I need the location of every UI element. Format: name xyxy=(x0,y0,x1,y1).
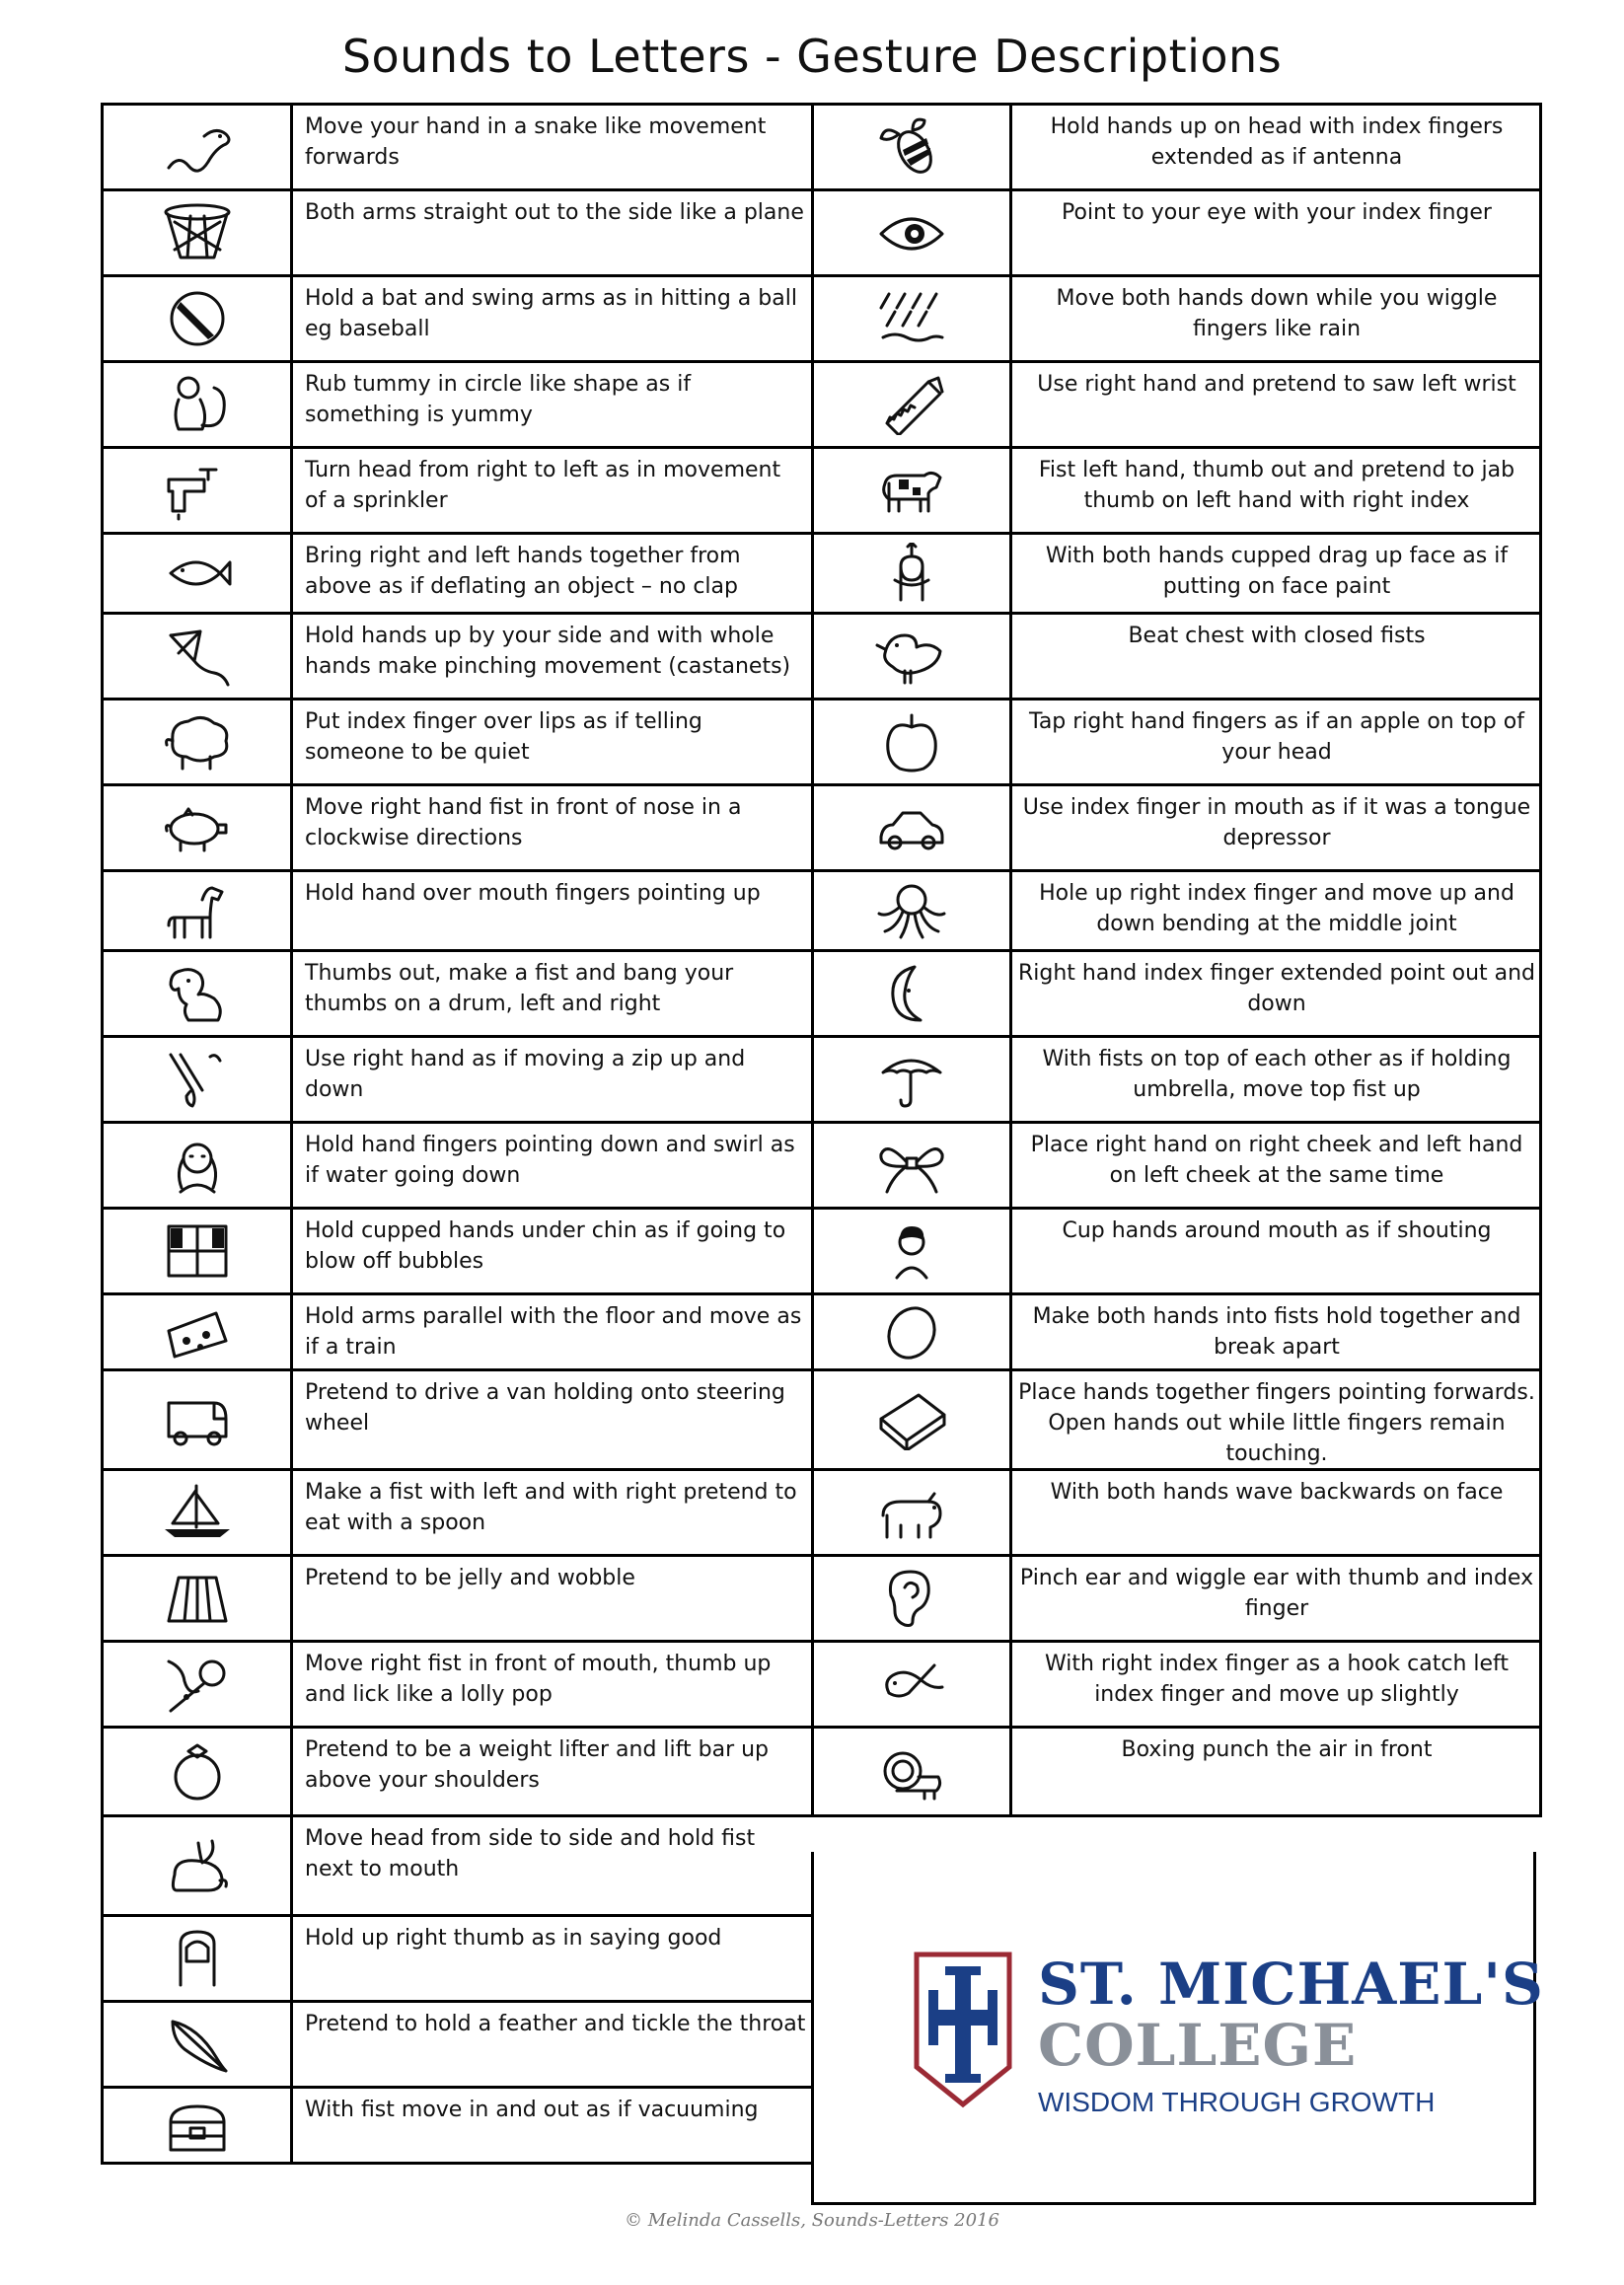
feather-icon xyxy=(161,2014,234,2075)
zip-icon xyxy=(161,1049,234,1110)
left-column-table xyxy=(101,103,814,2165)
icon-cell xyxy=(104,786,293,869)
basketball-hoop-icon xyxy=(161,202,234,263)
icon-cell xyxy=(104,1557,293,1640)
gesture-description: Hold up right thumb as in saying good xyxy=(305,1926,722,1951)
sailboat-icon xyxy=(161,1482,234,1543)
table-row xyxy=(104,106,814,191)
ball-icon xyxy=(161,288,234,349)
icon-cell xyxy=(814,1295,1012,1368)
table-row xyxy=(814,277,1539,363)
gesture-description: Pretend to be a weight lifter and lift bar up above your shoulders xyxy=(305,1737,770,1793)
icon-cell xyxy=(814,191,1012,274)
monkey-icon xyxy=(161,374,234,435)
bee-icon xyxy=(875,116,948,178)
table-row xyxy=(814,106,1539,191)
gesture-description: Hole up right index finger and move up and down bending at the middle joint xyxy=(1039,881,1514,936)
gesture-description: Boxing punch the air in front xyxy=(1121,1737,1433,1762)
table-row xyxy=(104,786,814,872)
gesture-description: Turn head from right to left as in movement of a sprinkler xyxy=(305,458,781,513)
table-row xyxy=(814,1295,1539,1371)
window-icon xyxy=(161,1220,234,1282)
eye-icon xyxy=(875,202,948,263)
icon-cell xyxy=(104,1643,293,1726)
table-row xyxy=(104,615,814,700)
table-row xyxy=(814,1729,1539,1817)
icon-cell xyxy=(814,615,1012,698)
gesture-description: Move right fist in front of mouth, thumb up and lick like a lolly pop xyxy=(305,1652,772,1707)
gesture-description: Pinch ear and wiggle ear with thumb and index finger xyxy=(1019,1566,1534,1621)
fish-icon xyxy=(161,543,234,604)
table-row xyxy=(104,2003,814,2089)
treasure-chest-icon xyxy=(161,2095,234,2156)
icon-cell xyxy=(814,1371,1012,1468)
table-row xyxy=(104,1371,814,1471)
table-row xyxy=(104,1471,814,1557)
jelly-icon xyxy=(161,1568,234,1629)
table-row xyxy=(814,615,1539,700)
icon-cell xyxy=(814,277,1012,360)
gesture-description: Thumbs out, make a fist and bang your thumbs on a drum, left and right xyxy=(305,961,734,1016)
gesture-description: Right hand index finger extended point out and down xyxy=(1018,961,1536,1016)
icon-cell xyxy=(104,2089,293,2162)
egg-icon xyxy=(875,1301,948,1363)
gesture-description: Use right hand and pretend to saw left wrist xyxy=(1037,372,1516,397)
table-row xyxy=(104,1295,814,1371)
gesture-description: Use right hand as if moving a zip up and down xyxy=(305,1047,746,1102)
saw-icon xyxy=(875,374,948,435)
icon-cell xyxy=(814,1471,1012,1554)
table-row xyxy=(104,535,814,615)
table-row xyxy=(104,1729,814,1817)
table-row xyxy=(814,786,1539,872)
umbrella-icon xyxy=(875,1049,948,1110)
bird-icon xyxy=(875,626,948,687)
icon-cell xyxy=(814,1124,1012,1207)
kite-icon xyxy=(161,626,234,687)
table-row xyxy=(104,1917,814,2003)
icon-cell xyxy=(104,277,293,360)
lollipop-icon xyxy=(161,1654,234,1715)
icon-cell xyxy=(814,1038,1012,1121)
icon-cell xyxy=(104,191,293,274)
gesture-description: Hold hands up on head with index fingers extended as if antenna xyxy=(1050,114,1504,170)
table-row xyxy=(814,191,1539,277)
gesture-description: Hold a bat and swing arms as in hitting a ball eg baseball xyxy=(305,286,797,341)
gesture-description: With both hands wave backwards on face xyxy=(1050,1480,1504,1505)
gesture-description: Place right hand on right cheek and left hand on left cheek at the same time xyxy=(1030,1133,1523,1188)
gesture-description: Bring right and left hands together from above as if deflating an object – no clap xyxy=(305,544,741,599)
icon-cell xyxy=(104,535,293,612)
icon-cell xyxy=(814,1557,1012,1640)
gesture-description: Move your hand in a snake like movement forwards xyxy=(305,114,767,170)
table-row xyxy=(104,363,814,449)
college-logo xyxy=(913,1951,1544,2117)
fingernail-icon xyxy=(161,1928,234,1989)
tap-icon xyxy=(161,460,234,521)
table-row xyxy=(104,1643,814,1729)
table-row xyxy=(104,1038,814,1124)
table-row xyxy=(104,191,814,277)
gesture-description: Make both hands into fists hold together and break apart xyxy=(1032,1304,1521,1360)
gesture-description: Pretend to hold a feather and tickle the throat xyxy=(305,2012,806,2036)
gesture-description: Cup hands around mouth as if shouting xyxy=(1062,1218,1492,1243)
right-column-table xyxy=(811,103,1542,1817)
octopus-icon xyxy=(875,880,948,941)
table-row xyxy=(104,2089,814,2165)
icon-cell xyxy=(814,1729,1012,1814)
sheep-icon xyxy=(161,711,234,773)
table-row xyxy=(814,535,1539,615)
table-row xyxy=(814,952,1539,1038)
table-row xyxy=(104,449,814,535)
icon-cell xyxy=(814,106,1012,188)
icon-cell xyxy=(814,535,1012,612)
icon-cell xyxy=(104,700,293,783)
lion-icon xyxy=(875,1741,948,1803)
icon-cell xyxy=(104,1124,293,1207)
girl-icon xyxy=(161,1135,234,1196)
icon-cell xyxy=(104,1038,293,1121)
icon-cell xyxy=(104,1817,293,1914)
gesture-description: With fists on top of each other as if holding umbrella, move top fist up xyxy=(1042,1047,1512,1102)
gesture-description: Move right hand fist in front of nose in a clockwise directions xyxy=(305,795,742,850)
gesture-description: Move both hands down while you wiggle fingers like rain xyxy=(1056,286,1498,341)
table-row xyxy=(814,1643,1539,1729)
gesture-description: Hold hand over mouth fingers pointing up xyxy=(305,881,761,906)
gesture-description: Hold hands up by your side and with whole hands make pinching movement (castanets) xyxy=(305,624,791,679)
snake-icon xyxy=(161,116,234,178)
icon-cell xyxy=(104,1729,293,1814)
college-subtitle: COLLEGE xyxy=(1038,2012,1358,2079)
icon-cell xyxy=(814,700,1012,783)
shield-icon xyxy=(913,1951,1013,2108)
gesture-description: Make a fist with left and with right pretend to eat with a spoon xyxy=(305,1480,797,1535)
college-tagline: WISDOM THROUGH GROWTH xyxy=(1038,2087,1436,2117)
gesture-description: Both arms straight out to the side like a plane xyxy=(305,200,804,225)
icon-cell xyxy=(104,106,293,188)
table-row xyxy=(814,363,1539,449)
table-row xyxy=(814,1124,1539,1210)
gesture-description: With right index finger as a hook catch left index finger and move up slightly xyxy=(1044,1652,1510,1707)
gesture-description: Hold hand fingers pointing down and swirl as if water going down xyxy=(305,1133,795,1188)
dog-icon xyxy=(161,963,234,1024)
gesture-description: Move head from side to side and hold fist next to mouth xyxy=(305,1826,756,1881)
gesture-description: Put index finger over lips as if telling someone to be quiet xyxy=(305,709,702,765)
table-row xyxy=(814,872,1539,952)
rabbit-icon xyxy=(161,1835,234,1896)
icon-cell xyxy=(814,952,1012,1035)
table-row xyxy=(814,1210,1539,1295)
icon-cell xyxy=(104,952,293,1035)
college-name: ST. MICHAEL'S xyxy=(1038,1951,1544,2018)
logo-cell xyxy=(811,1852,1544,2205)
car-icon xyxy=(875,797,948,858)
gesture-description: Point to your eye with your index finger xyxy=(1062,200,1492,225)
table-row xyxy=(104,1210,814,1295)
gesture-description: Rub tummy in circle like shape as if something is yummy xyxy=(305,372,692,427)
table-row xyxy=(104,1124,814,1210)
icon-cell xyxy=(814,1643,1012,1726)
icon-cell xyxy=(104,872,293,949)
icon-cell xyxy=(814,363,1012,446)
icon-cell xyxy=(814,872,1012,949)
icon-cell xyxy=(104,1295,293,1368)
icon-cell xyxy=(104,1371,293,1468)
table-row xyxy=(814,1038,1539,1124)
copyright-footer: © Melinda Cassells, Sounds-Letters 2016 xyxy=(624,2210,999,2231)
icon-cell xyxy=(814,786,1012,869)
icon-cell xyxy=(104,615,293,698)
table-row xyxy=(104,1557,814,1643)
table-row xyxy=(104,277,814,363)
gesture-description: Tap right hand fingers as if an apple on top of your head xyxy=(1029,709,1524,765)
table-row xyxy=(814,449,1539,535)
ring-icon xyxy=(161,1741,234,1803)
boy-icon xyxy=(875,1220,948,1282)
cow-icon xyxy=(875,460,948,521)
table-row xyxy=(814,700,1539,786)
horse-icon xyxy=(161,880,234,941)
icon-cell xyxy=(814,1210,1012,1292)
icon-cell xyxy=(104,1210,293,1292)
gesture-description: Hold arms parallel with the floor and move as if a train xyxy=(305,1304,802,1360)
icon-cell xyxy=(104,1917,293,2000)
indian-icon xyxy=(875,543,948,604)
gesture-description: Pretend to be jelly and wobble xyxy=(305,1566,635,1590)
gesture-description: With fist move in and out as if vacuuming xyxy=(305,2098,759,2122)
gesture-description: Hold cupped hands under chin as if going to blow off bubbles xyxy=(305,1218,786,1274)
icon-cell xyxy=(104,2003,293,2086)
icon-cell xyxy=(814,449,1012,532)
table-row xyxy=(814,1471,1539,1557)
icon-cell xyxy=(104,449,293,532)
table-row xyxy=(104,872,814,952)
gesture-description: Place hands together fingers pointing forwards. Open hands out while little fingers remain touching. xyxy=(1018,1380,1535,1466)
gesture-description: Pretend to drive a van holding onto steering wheel xyxy=(305,1380,785,1436)
moon-icon xyxy=(875,963,948,1024)
bear-icon xyxy=(875,1482,948,1543)
gesture-description: Beat chest with closed fists xyxy=(1128,624,1426,648)
bow-icon xyxy=(875,1135,948,1196)
icon-cell xyxy=(104,363,293,446)
pig-icon xyxy=(161,797,234,858)
table-row xyxy=(104,1817,814,1917)
book-icon xyxy=(875,1389,948,1450)
table-row xyxy=(814,1371,1539,1471)
icon-cell xyxy=(104,1471,293,1554)
ear-icon xyxy=(875,1568,948,1629)
page-title: Sounds to Letters - Gesture Descriptions xyxy=(341,30,1283,83)
gesture-description: Fist left hand, thumb out and pretend to jab thumb on left hand with right index xyxy=(1038,458,1515,513)
van-icon xyxy=(161,1389,234,1450)
rain-icon xyxy=(875,288,948,349)
gesture-description: With both hands cupped drag up face as if putting on face paint xyxy=(1045,544,1509,599)
cheese-icon xyxy=(161,1301,234,1363)
apple-icon xyxy=(875,711,948,773)
fishing-hook-icon xyxy=(875,1654,948,1715)
table-row xyxy=(104,952,814,1038)
table-row xyxy=(814,1557,1539,1643)
table-row xyxy=(104,700,814,786)
gesture-description: Use index finger in mouth as if it was a tongue depressor xyxy=(1022,795,1531,850)
